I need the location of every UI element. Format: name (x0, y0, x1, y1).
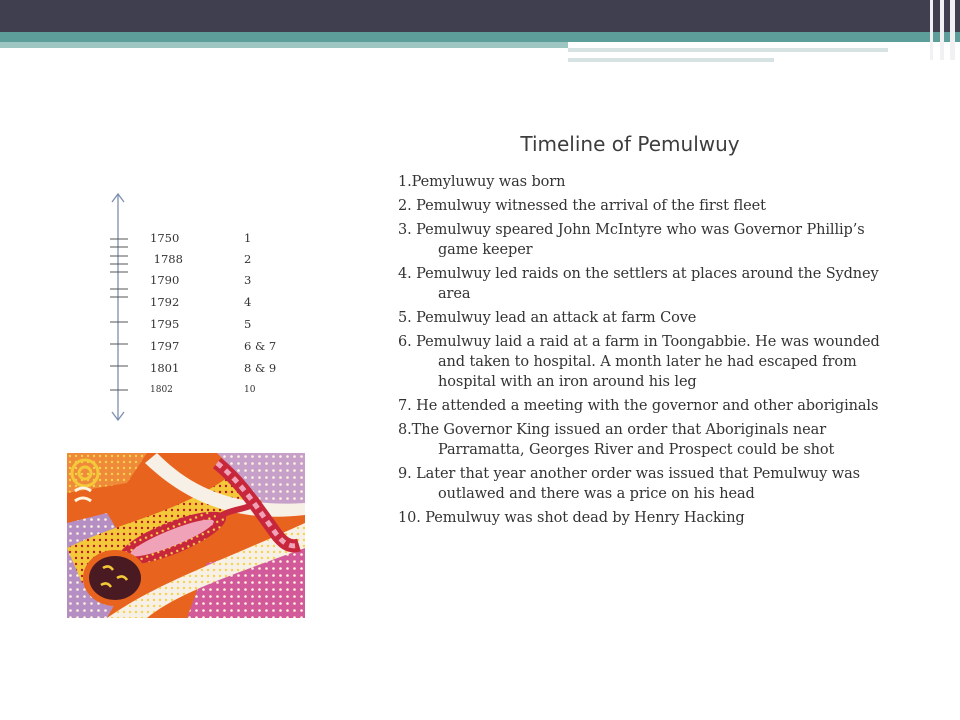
header-edge-stripe (940, 0, 944, 60)
timeline-row (150, 338, 276, 354)
timeline-event-ref: 6 & 7 (244, 339, 277, 353)
timeline-event-ref: 5 (244, 317, 252, 331)
event-item: 7. He attended a meeting with the governor and other aboriginals (398, 398, 879, 414)
aboriginal-artwork-image (67, 453, 305, 618)
timeline-year: 1750 (150, 231, 180, 245)
timeline-event-ref: 2 (244, 252, 252, 266)
header-edge-stripe (930, 0, 933, 60)
timeline-event-ref: 3 (244, 273, 252, 287)
timeline-year: 1792 (150, 295, 180, 309)
timeline-year: 1790 (150, 273, 180, 287)
timeline-row (150, 294, 251, 310)
timeline-year: 1801 (150, 361, 180, 375)
timeline-row (150, 272, 251, 288)
event-item: 4. Pemulwuy led raids on the settlers at places around the Sydney area (398, 266, 879, 302)
header-line (568, 58, 774, 62)
timeline-event-ref: 4 (244, 295, 252, 309)
header-bar-dark (0, 0, 960, 32)
timeline-row (150, 316, 251, 332)
timeline-row (150, 230, 251, 246)
event-item: 9. Later that year another order was issued that Pemulwuy was outlawed and there was a price on his head (398, 466, 860, 502)
timeline-axis (100, 190, 140, 426)
timeline-year: 1797 (150, 339, 180, 353)
header-bar-light (0, 42, 568, 48)
timeline-year: 1802 (150, 385, 173, 395)
header-line (568, 48, 888, 52)
event-item: 6. Pemulwuy laid a raid at a farm in Toongabbie. He was wounded and taken to hospital. A month later he had escaped from hospital with an iron around his leg (398, 334, 880, 390)
timeline-row (150, 382, 255, 398)
event-item: 2. Pemulwuy witnessed the arrival of the first fleet (398, 198, 766, 214)
event-item: 8.The Governor King issued an order that Aboriginals near Parramatta, Georges River and Prospect could be shot (398, 422, 835, 458)
timeline-event-ref: 10 (244, 385, 256, 395)
event-item: 3. Pemulwuy speared John McIntyre who was Governor Phillip’s game keeper (398, 222, 865, 258)
event-item: 10. Pemulwuy was shot dead by Henry Hacking (398, 510, 745, 526)
event-list (398, 172, 898, 532)
timeline-year: 1795 (150, 317, 180, 331)
header-bar-teal (0, 32, 960, 42)
header-edge-stripe (950, 0, 955, 60)
timeline-event-ref: 8 & 9 (244, 361, 277, 375)
event-item: 1.Pemyluwuy was born (398, 174, 566, 190)
timeline-year: 1788 (150, 252, 183, 266)
timeline-row (150, 251, 251, 267)
timeline-event-ref: 1 (244, 231, 252, 245)
event-item: 5. Pemulwuy lead an attack at farm Cove (398, 310, 697, 326)
timeline-row (150, 360, 276, 376)
slide-title: Timeline of Pemulwuy (520, 132, 740, 156)
